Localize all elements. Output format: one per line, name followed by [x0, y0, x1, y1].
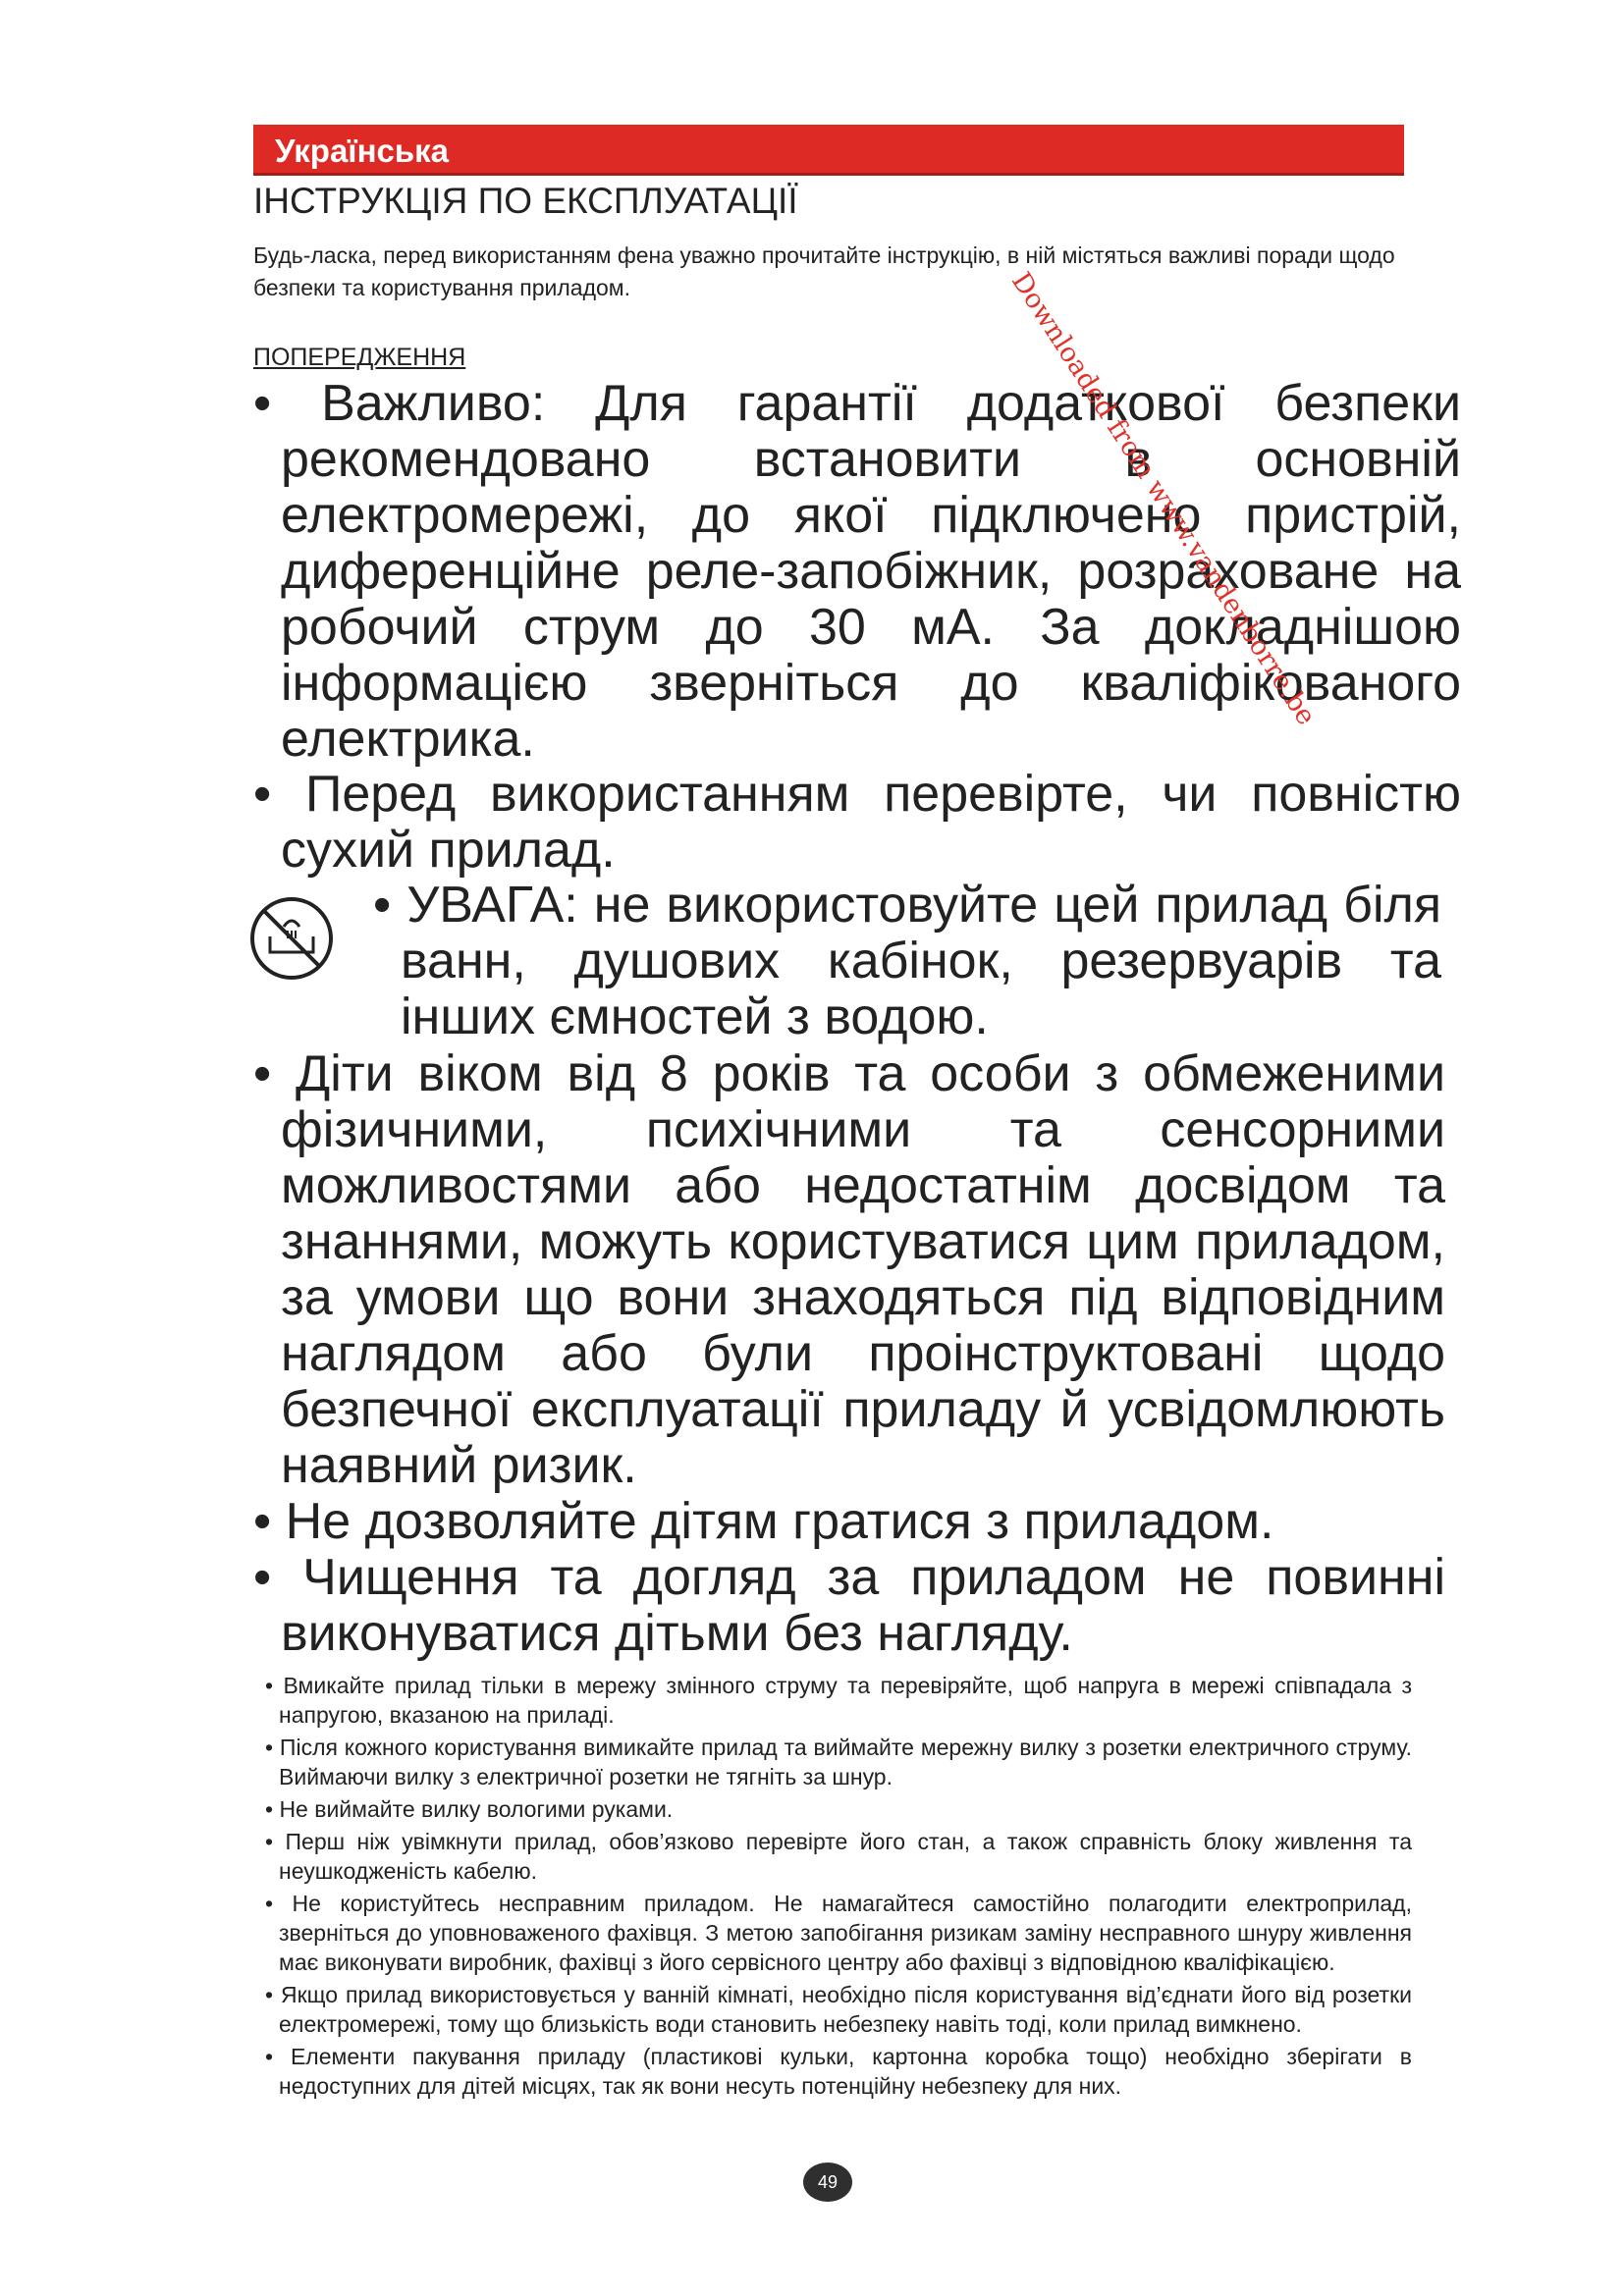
- warning-large-3: • УВАГА: не використовуйте цей прилад біля ванн, душових кабінок, резервуарів та інших ємностей з водою.: [373, 877, 1441, 1045]
- warning-large-6: • Чищення та догляд за приладом не повинні виконуватися дітьми без нагляду.: [253, 1549, 1445, 1662]
- warning-large-5: • Не дозволяйте дітям гратися з приладом.: [253, 1493, 1274, 1550]
- warning-small-item: • Не виймайте вилку вологими руками.: [265, 1796, 674, 1822]
- warning-large-2: • Перед використанням перевірте, чи повністю сухий прилад.: [253, 766, 1461, 879]
- intro-text: Будь-ласка, перед використанням фена уважно прочитайте інструкцію, в ній містяться важливі поради щодо безпеки та користування приладом.: [253, 242, 1395, 300]
- page-title: ІНСТРУКЦІЯ ПО ЕКСПЛУАТАЦІЇ: [253, 181, 798, 221]
- warning-small-item: • Вмикайте прилад тільки в мережу змінного струму та перевіряйте, щоб напруга в мережі співпадала з напругою, вказаною на приладі.: [265, 1673, 1412, 1728]
- warnings-small-list: [253, 1671, 1412, 2104]
- warning-small-item: • Не користуйтесь несправним приладом. Не намагайтеся самостійно полагодити електроприлад, зверніться до уповноваженого фахівця. З метою запобігання ризикам заміну несправного шнуру живлення має виконувати виробник, фахівці з його сервісного центру або фахівці з відповідною кваліфікацією.: [265, 1891, 1412, 1975]
- language-label: Українська: [275, 133, 450, 169]
- page-number-badge: 49: [803, 2163, 852, 2202]
- warning-small-item: • Після кожного користування вимикайте прилад та виймайте мережну вилку з розетки електричного струму. Виймаючи вилку з електричної розетки не тягніть за шнур.: [265, 1735, 1412, 1789]
- warnings-heading: ПОПЕРЕДЖЕННЯ: [253, 344, 466, 371]
- warning-large-1: • Важливо: Для гарантії додаткової безпеки рекомендовано встановити в основній електромережі, до якої підключено пристрій, диференційне реле-запобіжник, розраховане на робочий струм до 30 мА. За докладнішою інформацією зверніться до кваліфікованого електрика.: [253, 375, 1461, 768]
- warning-small-item: • Перш ніж увімкнути прилад, обов’язково перевірте його стан, а також справність блоку живлення та неушкодженість кабелю.: [265, 1829, 1412, 1884]
- language-bar: [253, 125, 1404, 176]
- no-bath-shower-icon: [248, 895, 335, 982]
- warning-small-item: • Якщо прилад використовується у ванній кімнаті, необхідно після користування від’єднати його від розетки електромережі, тому що близькість води становить небезпеку навіть тоді, коли прилад вимкнено.: [265, 1982, 1412, 2037]
- download-watermark: Downloaded from www.vandenborre.be: [1005, 267, 1322, 731]
- warning-small-item: • Елементи пакування приладу (пластикові кульки, картонна коробка тощо) необхідно зберігати в недоступних для дітей місцях, так як вони несуть потенційну небезпеку для них.: [265, 2044, 1412, 2099]
- warning-large-4: • Діти віком від 8 років та особи з обмеженими фізичними, психічними та сенсорними можливостями або недостатнім досвідом та знаннями, можуть користуватися цим приладом, за умови що вони знаходяться під відповідним наглядом або були проінструктовані щодо безпечної експлуатації приладу й усвідомлюють наявний ризик.: [253, 1045, 1445, 1494]
